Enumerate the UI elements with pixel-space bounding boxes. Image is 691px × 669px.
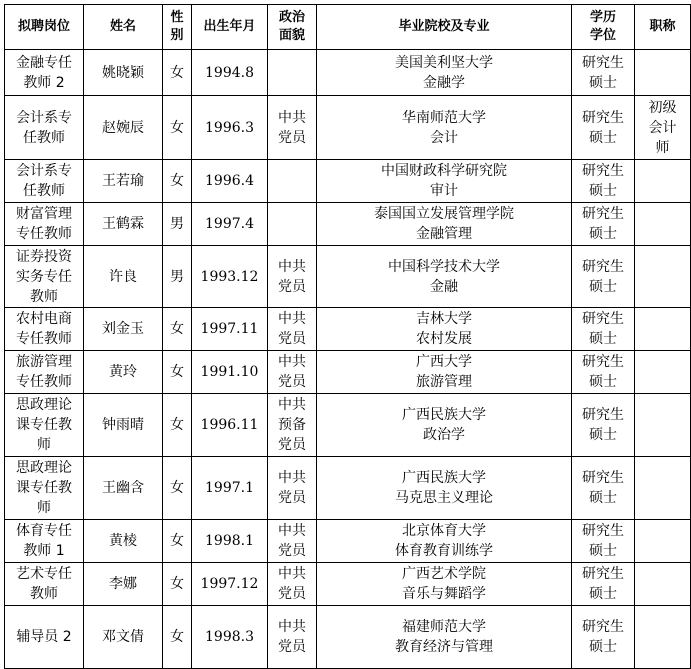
cell-title — [635, 394, 691, 457]
cell-name: 李娜 — [84, 563, 163, 606]
cell-title — [635, 50, 691, 96]
cell-degree: 研究生 硕士 — [572, 50, 635, 96]
cell-degree: 研究生 硕士 — [572, 96, 635, 160]
cell-school: 泰国国立发展管理学院 金融管理 — [317, 203, 572, 246]
cell-position: 旅游管理 专任教师 — [5, 351, 84, 394]
header-name: 姓名 — [84, 5, 163, 50]
cell-political: 中共 党员 — [268, 520, 317, 563]
cell-title: 初级 会计 师 — [635, 96, 691, 160]
header-political: 政治 面貌 — [268, 5, 317, 50]
cell-position: 思政理论 课专任教 师 — [5, 394, 84, 457]
table-row — [5, 308, 691, 351]
cell-name: 邓文倩 — [84, 606, 163, 669]
cell-position: 金融专任 教师 2 — [5, 50, 84, 96]
cell-birth: 1998.1 — [192, 520, 268, 563]
cell-political — [268, 50, 317, 96]
cell-title — [635, 246, 691, 308]
cell-degree: 研究生 硕士 — [572, 563, 635, 606]
cell-gender: 女 — [163, 160, 192, 203]
cell-political: 中共 党员 — [268, 351, 317, 394]
cell-birth: 1997.4 — [192, 203, 268, 246]
cell-degree: 研究生 硕士 — [572, 308, 635, 351]
cell-position: 财富管理 专任教师 — [5, 203, 84, 246]
cell-title — [635, 606, 691, 669]
cell-degree: 研究生 硕士 — [572, 394, 635, 457]
cell-position: 体育专任 教师 1 — [5, 520, 84, 563]
header-gender: 性 别 — [163, 5, 192, 50]
cell-position: 证券投资 实务专任 教师 — [5, 246, 84, 308]
table-row — [5, 606, 691, 669]
cell-title — [635, 520, 691, 563]
cell-name: 刘金玉 — [84, 308, 163, 351]
table-row — [5, 351, 691, 394]
cell-school: 广西民族大学 政治学 — [317, 394, 572, 457]
cell-gender: 女 — [163, 50, 192, 96]
cell-title — [635, 308, 691, 351]
cell-name: 姚晓颖 — [84, 50, 163, 96]
cell-school: 中国科学技术大学 金融 — [317, 246, 572, 308]
header-title: 职称 — [635, 5, 691, 50]
header-row — [5, 5, 691, 50]
cell-school: 美国美利坚大学 金融学 — [317, 50, 572, 96]
cell-degree: 研究生 硕士 — [572, 520, 635, 563]
cell-position: 农村电商 专任教师 — [5, 308, 84, 351]
cell-school: 吉林大学 农村发展 — [317, 308, 572, 351]
table-row — [5, 563, 691, 606]
cell-degree: 研究生 硕士 — [572, 606, 635, 669]
cell-degree: 研究生 硕士 — [572, 160, 635, 203]
header-birth: 出生年月 — [192, 5, 268, 50]
cell-title — [635, 351, 691, 394]
cell-title — [635, 203, 691, 246]
cell-school: 广西民族大学 马克思主义理论 — [317, 457, 572, 520]
cell-degree: 研究生 硕士 — [572, 203, 635, 246]
cell-degree: 研究生 硕士 — [572, 351, 635, 394]
cell-name: 黄玲 — [84, 351, 163, 394]
cell-position: 会计系专 任教师 — [5, 160, 84, 203]
cell-degree: 研究生 硕士 — [572, 246, 635, 308]
cell-position: 艺术专任 教师 — [5, 563, 84, 606]
cell-birth: 1997.1 — [192, 457, 268, 520]
cell-name: 黄棱 — [84, 520, 163, 563]
table-row — [5, 203, 691, 246]
cell-political: 中共 党员 — [268, 308, 317, 351]
cell-birth: 1991.10 — [192, 351, 268, 394]
table-row — [5, 160, 691, 203]
cell-position: 辅导员 2 — [5, 606, 84, 669]
cell-gender: 女 — [163, 394, 192, 457]
cell-birth: 1993.12 — [192, 246, 268, 308]
cell-title — [635, 160, 691, 203]
cell-birth: 1998.3 — [192, 606, 268, 669]
header-degree: 学历 学位 — [572, 5, 635, 50]
table-row — [5, 457, 691, 520]
header-position: 拟聘岗位 — [5, 5, 84, 50]
recruitment-table — [4, 4, 691, 669]
cell-political: 中共 党员 — [268, 563, 317, 606]
table-row — [5, 50, 691, 96]
cell-name: 王若瑜 — [84, 160, 163, 203]
cell-political: 中共 党员 — [268, 457, 317, 520]
cell-position: 思政理论 课专任教 师 — [5, 457, 84, 520]
cell-name: 赵婉辰 — [84, 96, 163, 160]
cell-political: 中共 预备 党员 — [268, 394, 317, 457]
cell-birth: 1997.11 — [192, 308, 268, 351]
cell-position: 会计系专 任教师 — [5, 96, 84, 160]
table-row — [5, 96, 691, 160]
cell-birth: 1996.3 — [192, 96, 268, 160]
cell-gender: 男 — [163, 203, 192, 246]
cell-birth: 1997.12 — [192, 563, 268, 606]
cell-gender: 女 — [163, 308, 192, 351]
cell-school: 中国财政科学研究院 审计 — [317, 160, 572, 203]
table-row — [5, 520, 691, 563]
cell-name: 许良 — [84, 246, 163, 308]
cell-gender: 女 — [163, 563, 192, 606]
cell-school: 广西大学 旅游管理 — [317, 351, 572, 394]
cell-gender: 女 — [163, 96, 192, 160]
cell-birth: 1996.4 — [192, 160, 268, 203]
cell-name: 钟雨晴 — [84, 394, 163, 457]
header-school: 毕业院校及专业 — [317, 5, 572, 50]
cell-school: 华南师范大学 会计 — [317, 96, 572, 160]
table-row — [5, 246, 691, 308]
cell-school: 北京体育大学 体育教育训练学 — [317, 520, 572, 563]
cell-gender: 女 — [163, 606, 192, 669]
cell-degree: 研究生 硕士 — [572, 457, 635, 520]
cell-name: 王幽含 — [84, 457, 163, 520]
cell-political: 中共 党员 — [268, 96, 317, 160]
cell-political — [268, 160, 317, 203]
cell-title — [635, 563, 691, 606]
cell-school: 福建师范大学 教育经济与管理 — [317, 606, 572, 669]
cell-political — [268, 203, 317, 246]
cell-gender: 女 — [163, 351, 192, 394]
cell-gender: 男 — [163, 246, 192, 308]
cell-birth: 1994.8 — [192, 50, 268, 96]
cell-title — [635, 457, 691, 520]
cell-gender: 女 — [163, 457, 192, 520]
cell-name: 王鹤霖 — [84, 203, 163, 246]
table-row — [5, 394, 691, 457]
cell-political: 中共 党员 — [268, 606, 317, 669]
cell-birth: 1996.11 — [192, 394, 268, 457]
cell-school: 广西艺术学院 音乐与舞蹈学 — [317, 563, 572, 606]
cell-gender: 女 — [163, 520, 192, 563]
cell-political: 中共 党员 — [268, 246, 317, 308]
